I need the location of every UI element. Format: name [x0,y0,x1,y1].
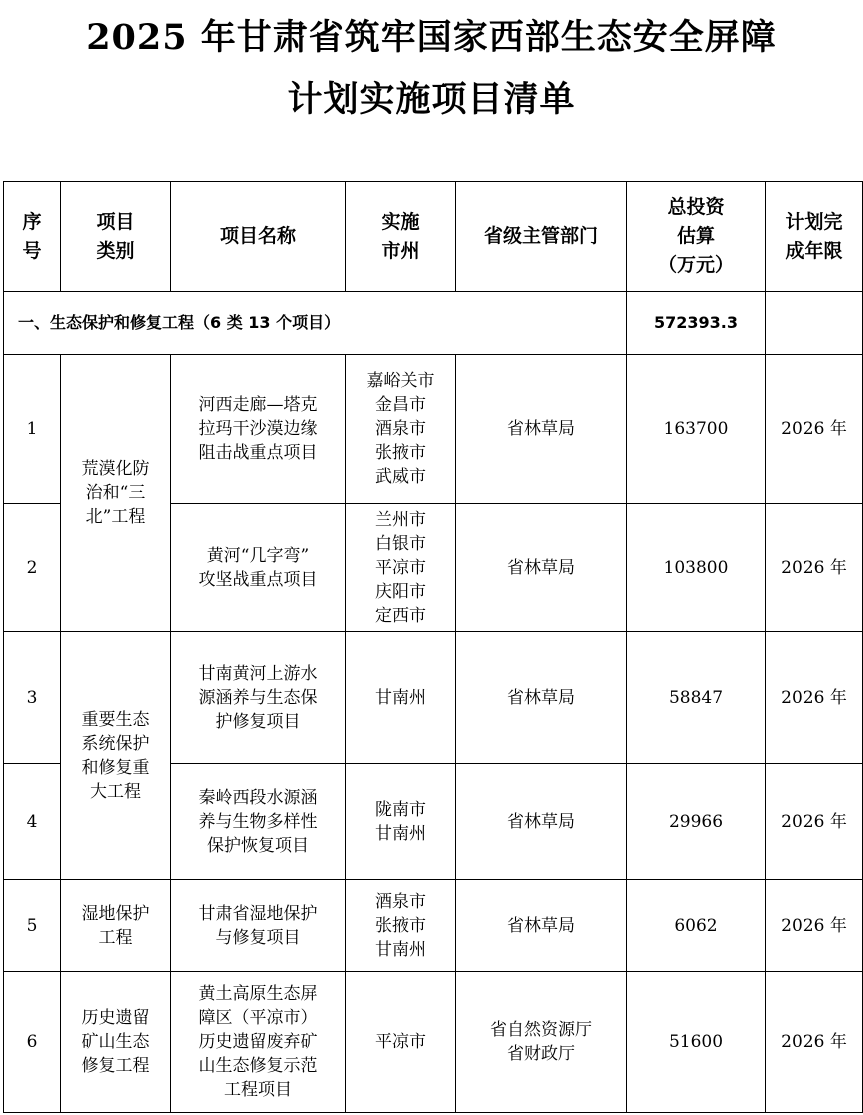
city-list [346,972,456,1113]
row-number: 3 [4,632,61,764]
cell-line: 工程项目 [224,1080,292,1100]
cell-line: 省级主管部门 [483,225,598,247]
cell-line: 湿地保护 [81,903,150,924]
cell-line: 张掖市 [375,915,426,936]
cell-line: 保护恢复项目 [207,835,309,856]
cell-line: 历史遗留废弃矿 [198,1032,318,1052]
cell-line: 实施 [381,210,420,233]
header-seq [4,182,61,292]
project-table [3,181,863,1113]
row-number: 4 [4,764,61,880]
project-name [171,355,346,504]
deadline: 2026 年 [766,632,863,764]
cell-line: 甘南黄河上游水 [198,663,318,684]
cell-line: 障区（平凉市） [198,1008,318,1028]
cell-line: 张掖市 [375,443,426,463]
cell-line: 省财政厅 [507,1044,575,1064]
cell-line: 甘肃省湿地保护 [198,903,318,924]
table-header-row [4,182,863,292]
cell-line: 武威市 [375,467,426,487]
row-number: 2 [4,504,61,632]
document-title-line1: 2025 年甘肃省筑牢国家西部生态安全屏障 [86,17,777,58]
header-investment [627,182,766,292]
cell-line: 计划完 [785,210,843,233]
cell-line: 序 [22,210,42,233]
section-label: 一、生态保护和修复工程（6 类 13 个项目） [4,292,627,355]
cell-line: 荒漠化防 [81,459,150,479]
cell-line: 山生态修复示范 [198,1056,318,1076]
department [456,764,627,880]
department [456,504,627,632]
header-project-name [171,182,346,292]
table-row [4,355,863,504]
cell-line: 大工程 [90,781,141,802]
cell-line: 攻坚战重点项目 [198,569,318,590]
row-number: 1 [4,355,61,504]
cell-line: 嘉峪关市 [366,371,435,391]
deadline: 2026 年 [766,972,863,1113]
cell-line: 省林草局 [507,557,575,578]
cell-line: 项目名称 [219,225,296,247]
cell-line: 估算 [676,225,715,247]
row-number: 5 [4,880,61,972]
cell-line: 工程 [98,927,133,948]
department [456,972,627,1113]
cell-line: 黄土高原生态屏 [198,984,318,1004]
header-deadline [766,182,863,292]
cell-line: 金昌市 [375,395,426,415]
cell-line: 甘南州 [375,823,426,844]
category-cell [61,632,171,880]
header-city [346,182,456,292]
cell-line: 庆阳市 [375,581,426,602]
cell-line: 拉玛干沙漠边缘 [198,419,318,439]
cell-line: 总投资 [667,196,725,218]
cell-line: 矿山生态 [81,1032,150,1052]
cell-line: 河西走廊—塔克 [198,395,318,415]
cell-line: 重要生态 [81,709,150,730]
department [456,632,627,764]
project-name [171,764,346,880]
department [456,880,627,972]
project-name [171,972,346,1113]
investment: 51600 [627,972,766,1113]
investment: 163700 [627,355,766,504]
city-list [346,355,456,504]
investment: 103800 [627,504,766,632]
document-title-line2: 计划实施项目清单 [287,79,576,120]
cell-line: 甘南州 [375,687,426,708]
cell-line: 成年限 [785,239,843,262]
cell-line: 酒泉市 [375,891,426,912]
project-name [171,880,346,972]
category-cell [61,972,171,1113]
cell-line: 黄河“几字弯” [206,545,310,566]
deadline: 2026 年 [766,355,863,504]
cell-line: 系统保护 [81,733,150,754]
table-row [4,632,863,764]
cell-line: 项目 [96,210,135,233]
cell-line: 养与生物多样性 [198,811,318,832]
cell-line: 源涵养与生态保 [198,687,318,708]
cell-line: 平凉市 [375,1032,426,1052]
deadline: 2026 年 [766,764,863,880]
cell-line: 修复工程 [81,1056,150,1076]
header-department [456,182,627,292]
header-category [61,182,171,292]
department [456,355,627,504]
investment: 58847 [627,632,766,764]
cell-line: 省林草局 [507,419,575,439]
table-row [4,972,863,1113]
cell-line: 市州 [381,239,420,262]
section-row [4,292,863,355]
cell-line: 省林草局 [507,811,575,832]
cell-line: 秦岭西段水源涵 [198,787,318,808]
cell-line: 治和“三 [85,483,146,503]
cell-line: 与修复项目 [215,927,301,948]
cell-line: 定西市 [375,605,426,626]
project-name [171,632,346,764]
cell-line: 平凉市 [375,557,426,578]
city-list [346,880,456,972]
city-list [346,764,456,880]
cell-line: 省自然资源厅 [490,1020,592,1040]
cell-line: 类别 [96,239,135,262]
category-cell [61,355,171,632]
section-empty [766,292,863,355]
cell-line: 号 [22,239,42,262]
cell-line: 酒泉市 [375,419,426,439]
row-number: 6 [4,972,61,1113]
cell-line: 省林草局 [507,687,575,708]
project-name [171,504,346,632]
cell-line: 甘南州 [375,939,426,960]
cell-line: 兰州市 [375,509,426,530]
cell-line: 陇南市 [375,799,426,820]
deadline: 2026 年 [766,504,863,632]
cell-line: （万元） [657,254,734,276]
cell-line: 省林草局 [507,915,575,936]
table-row [4,880,863,972]
cell-line: 白银市 [375,533,426,554]
category-cell [61,880,171,972]
section-total: 572393.3 [627,292,766,355]
investment: 29966 [627,764,766,880]
deadline: 2026 年 [766,880,863,972]
cell-line: 历史遗留 [81,1008,150,1028]
cell-line: 护修复项目 [215,711,301,732]
cell-line: 北”工程 [85,507,146,527]
cell-line: 和修复重 [81,757,150,778]
investment: 6062 [627,880,766,972]
cell-line: 阻击战重点项目 [198,443,318,463]
city-list [346,632,456,764]
city-list [346,504,456,632]
